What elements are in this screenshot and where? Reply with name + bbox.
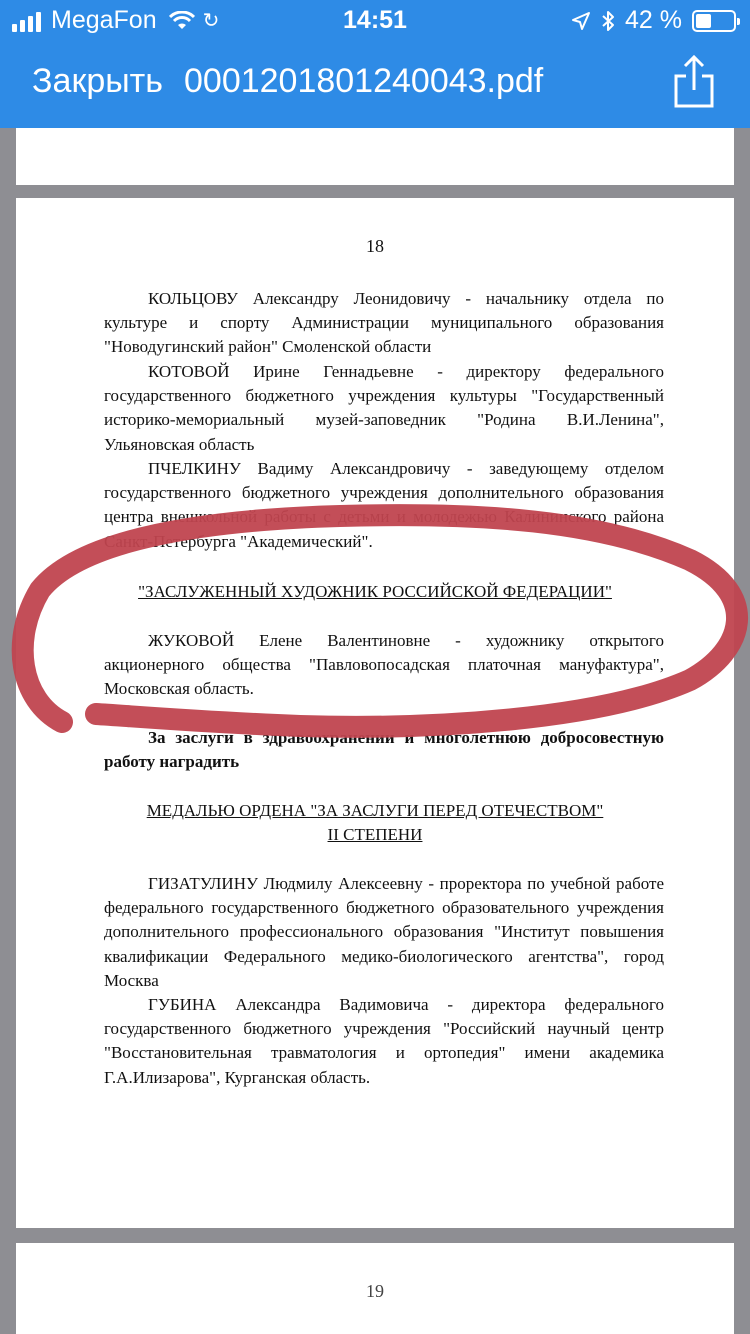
previous-page [16, 128, 734, 185]
paragraph-pchelkin: ПЧЕЛКИНУ Вадиму Александровичу - заведующему отделом государственного бюджетного учреждения дополнительного образования центра внешкольной работы с детьми и молодежью Калининского района Санкт-Петербурга "Академический". [104, 459, 664, 551]
page-number: 18 [366, 236, 384, 256]
section-heading-artist: "ЗАСЛУЖЕННЫЙ ХУДОЖНИК РОССИЙСКОЙ ФЕДЕРАЦИИ" [138, 582, 612, 601]
status-time: 14:51 [343, 6, 407, 34]
paragraph-zhukova: ЖУКОВОЙ Елене Валентиновне - художнику открытого акционерного общества "Павловопосадская платочная мануфактура", Московская область. [104, 631, 664, 699]
battery-percent: 42 % [625, 6, 682, 34]
nav-bar [0, 40, 750, 128]
file-title: 0001201801240043.pdf [184, 62, 544, 100]
status-right [571, 6, 736, 35]
award-statement: За заслуги в здравоохранении и многолетнюю добросовестную работу наградить [104, 728, 664, 772]
next-page-number: 19 [366, 1281, 384, 1301]
location-icon [571, 11, 591, 31]
rotation-lock-icon: ↻ [202, 10, 220, 32]
section-heading-medal-degree: II СТЕПЕНИ [327, 825, 423, 844]
next-page [16, 1243, 734, 1334]
paragraph-koltsov: КОЛЬЦОВУ Александру Леонидовичу - начальнику отдела по культуре и спорту Администрации муниципального образования "Новодугинский район" Смоленской области [104, 289, 664, 357]
paragraph-gubin: ГУБИНА Александра Вадимовича - директора федерального государственного бюджетного учреждения "Российский научный центр "Восстановительная травматология и ортопедия" имени академика Г.А.Илизарова", Курганская область. [104, 995, 664, 1087]
close-button[interactable]: Закрыть [32, 62, 163, 100]
bluetooth-icon [601, 10, 615, 32]
paragraph-kotova: КОТОВОЙ Ирине Геннадьевне - директору федерального государственного бюджетного учреждения культуры "Государственный историко-мемориальный музей-заповедник "Родина В.И.Ленина", Ульяновская область [104, 362, 664, 454]
share-icon[interactable] [672, 54, 716, 110]
section-heading-medal: МЕДАЛЬЮ ОРДЕНА "ЗА ЗАСЛУГИ ПЕРЕД ОТЕЧЕСТВОМ" [146, 801, 604, 820]
status-bar [0, 0, 750, 40]
battery-level [696, 14, 711, 28]
carrier-name: MegaFon [51, 6, 157, 34]
pdf-page[interactable] [16, 198, 734, 1228]
battery-icon [692, 10, 736, 32]
paragraph-gizatulina: ГИЗАТУЛИНУ Людмилу Алексеевну - проректора по учебной работе федерального государственного бюджетного образовательного учреждения дополнительного профессионального образования "Институт повышения квалификации Федерального медико-биологического агентства", город Москва [104, 874, 664, 990]
